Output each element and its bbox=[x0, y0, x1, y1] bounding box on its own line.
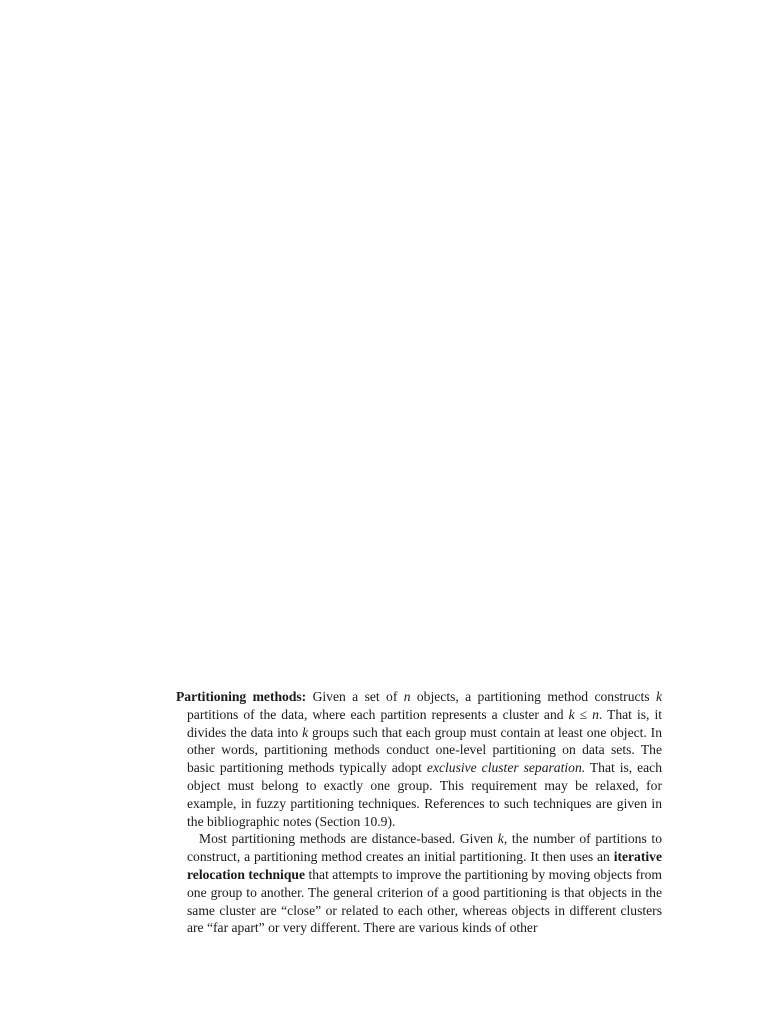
bold-term: iterative relocation technique bbox=[187, 849, 662, 882]
text-run: Most partitioning methods are distance-based. Given bbox=[199, 831, 498, 847]
paragraph-partitioning-methods bbox=[176, 688, 662, 830]
text-run: that attempts to improve the partitioning by moving objects from one group to another. The general criterion of a good partitioning is that objects in the same cluster are “close” or related to each other, whereas objects in different clusters are “far apart” or very different. There are various kinds of other bbox=[187, 866, 662, 936]
paragraph-1-content bbox=[187, 689, 662, 829]
text-run: . That is, it divides the data into bbox=[187, 706, 662, 740]
paragraph-2-content bbox=[187, 831, 662, 935]
text-run: Given a set of bbox=[306, 689, 404, 704]
italic-run: n bbox=[403, 689, 411, 704]
text-run: partitions of the data, where each partition represents a cluster and bbox=[187, 706, 569, 722]
italic-run: k bbox=[302, 724, 309, 740]
text-run: objects, a partitioning method constructs bbox=[410, 689, 656, 704]
text-run: , the number of partitions to construct, a partitioning method creates an initial partitioning. It then uses an bbox=[187, 831, 662, 865]
paragraph-distance-based bbox=[176, 830, 662, 937]
text-run: groups such that each group must contain at least one object. In other words, partitioning methods conduct one-level partitioning on data sets. The basic partitioning methods typically adopt bbox=[187, 724, 662, 776]
italic-run: exclusive cluster separation. bbox=[426, 760, 586, 776]
body-text bbox=[176, 688, 662, 937]
italic-run: k bbox=[497, 831, 504, 847]
italic-run: n bbox=[592, 706, 599, 722]
section-term-heading: Partitioning methods: bbox=[176, 689, 307, 704]
text-run: That is, each object must belong to exactly one group. This requirement may be relaxed, for example, in fuzzy partitioning techniques. References to such techniques are given in the bibliographic notes (Section 10.9). bbox=[187, 760, 663, 829]
italic-run: k bbox=[655, 689, 663, 704]
italic-run: k bbox=[568, 706, 575, 722]
text-run: ≤ bbox=[574, 706, 593, 722]
